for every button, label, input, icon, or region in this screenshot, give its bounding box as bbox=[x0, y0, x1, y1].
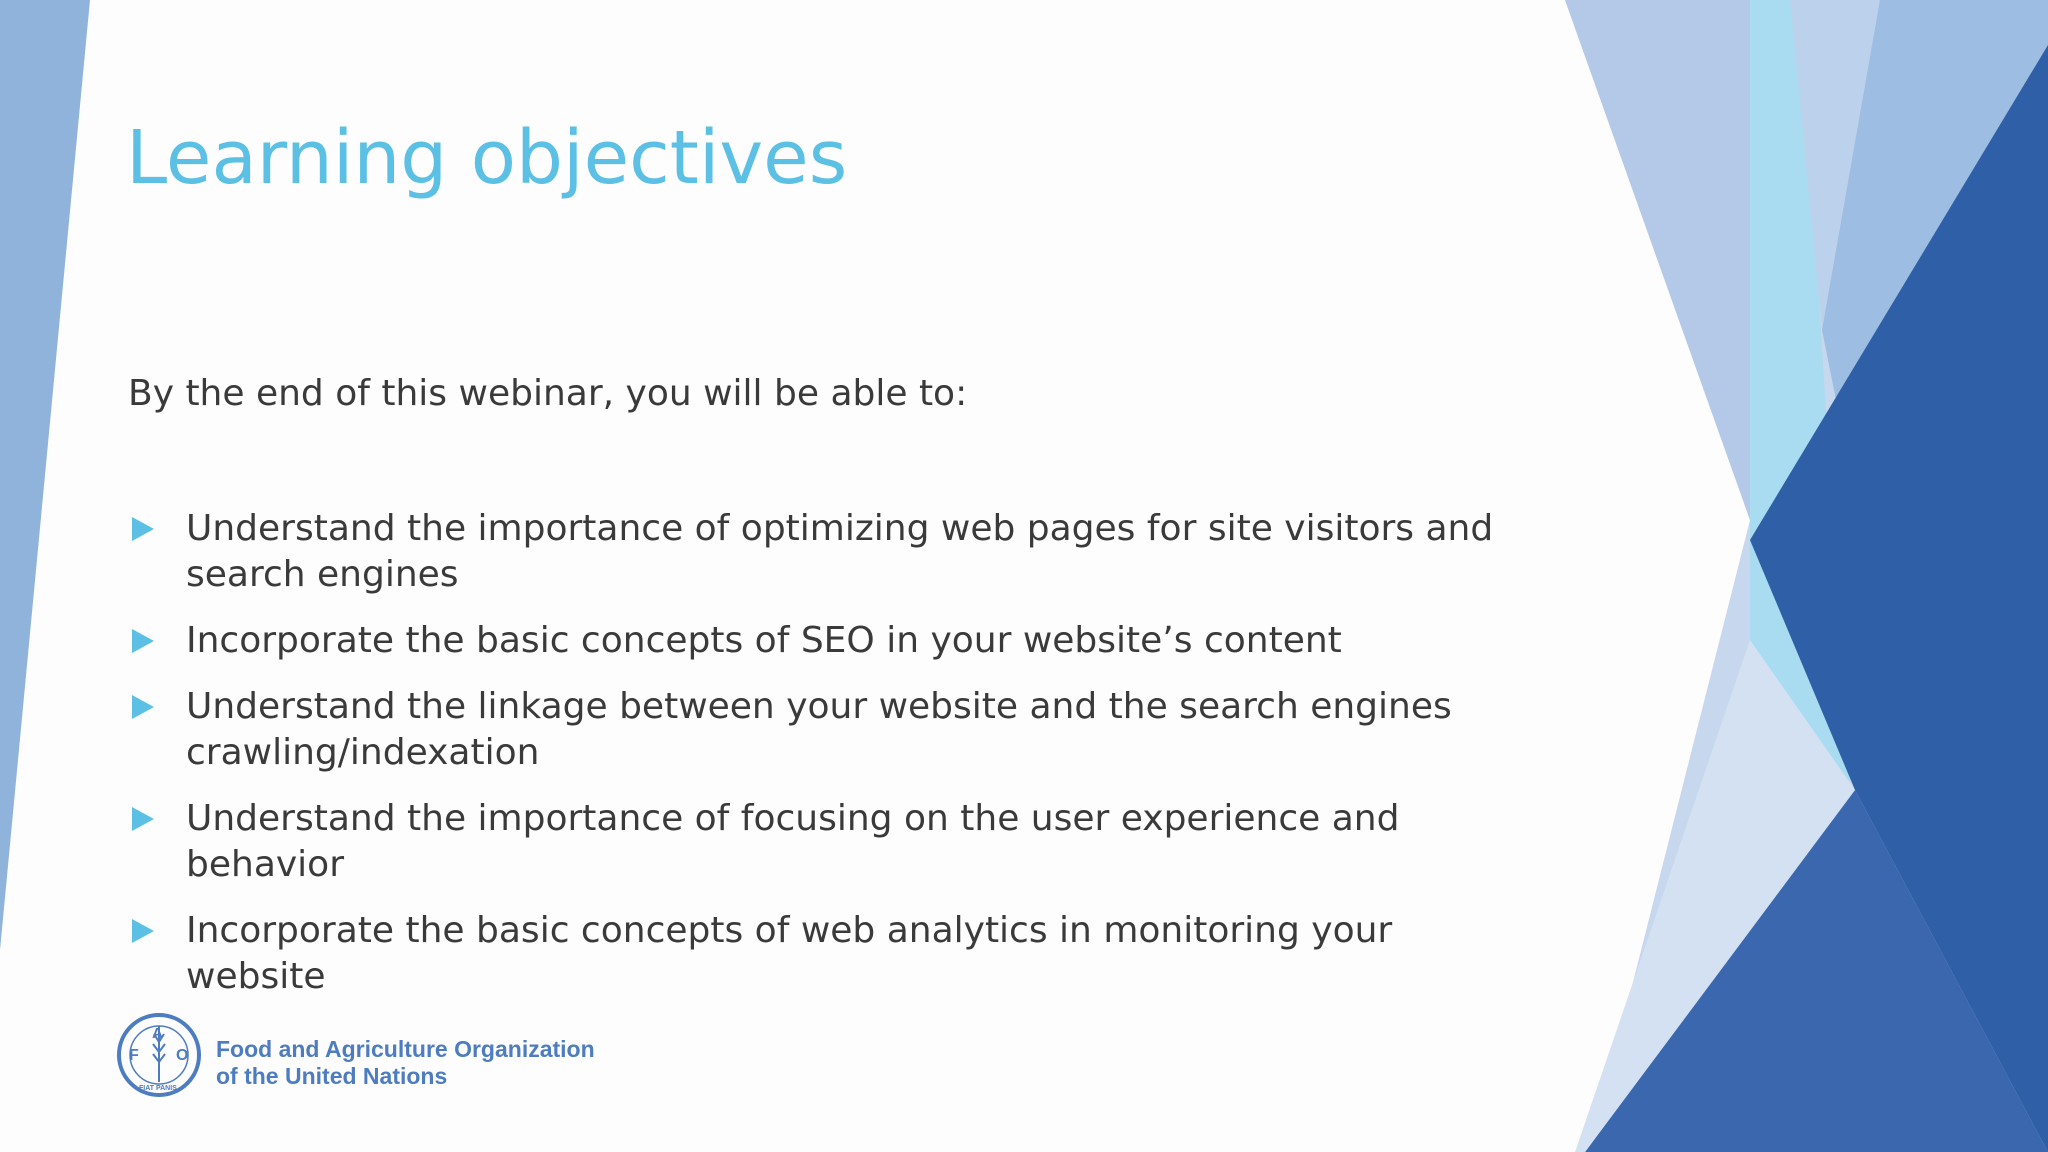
emblem-letter-f: F bbox=[129, 1047, 139, 1064]
emblem-letter-o: O bbox=[176, 1047, 189, 1064]
emblem-letter-a: A bbox=[152, 1025, 163, 1042]
org-name-line2: of the United Nations bbox=[216, 1063, 448, 1089]
list-item bbox=[128, 506, 1528, 598]
triangle-right-icon bbox=[132, 629, 154, 653]
list-item-text: Incorporate the basic concepts of web analytics in monitoring your website bbox=[186, 910, 1393, 997]
list-item-text: Understand the linkage between your website and the search engines crawling/indexation bbox=[186, 686, 1452, 773]
left-accent-bar bbox=[0, 0, 90, 950]
fao-logo bbox=[116, 1012, 595, 1102]
org-name bbox=[216, 1036, 595, 1090]
list-item bbox=[128, 796, 1528, 888]
list-item-text: Understand the importance of focusing on the user experience and behavior bbox=[186, 798, 1400, 885]
triangle-right-icon bbox=[132, 919, 154, 943]
triangle-right-icon bbox=[132, 807, 154, 831]
list-item bbox=[128, 684, 1528, 776]
triangle-right-icon bbox=[132, 517, 154, 541]
emblem-motto: FIAT PANIS bbox=[139, 1085, 177, 1092]
list-item bbox=[128, 908, 1528, 1000]
fao-emblem-icon bbox=[116, 1012, 202, 1098]
slide-title: Learning objectives bbox=[126, 115, 848, 201]
intro-text: By the end of this webinar, you will be able to: bbox=[128, 373, 968, 414]
org-name-line1: Food and Agriculture Organization bbox=[216, 1036, 595, 1062]
triangle-right-icon bbox=[132, 695, 154, 719]
objectives-list bbox=[128, 506, 1528, 1020]
list-item-text: Incorporate the basic concepts of SEO in your website’s content bbox=[186, 620, 1342, 661]
list-item-text: Understand the importance of optimizing web pages for site visitors and search engines bbox=[186, 508, 1494, 595]
list-item bbox=[128, 618, 1528, 664]
